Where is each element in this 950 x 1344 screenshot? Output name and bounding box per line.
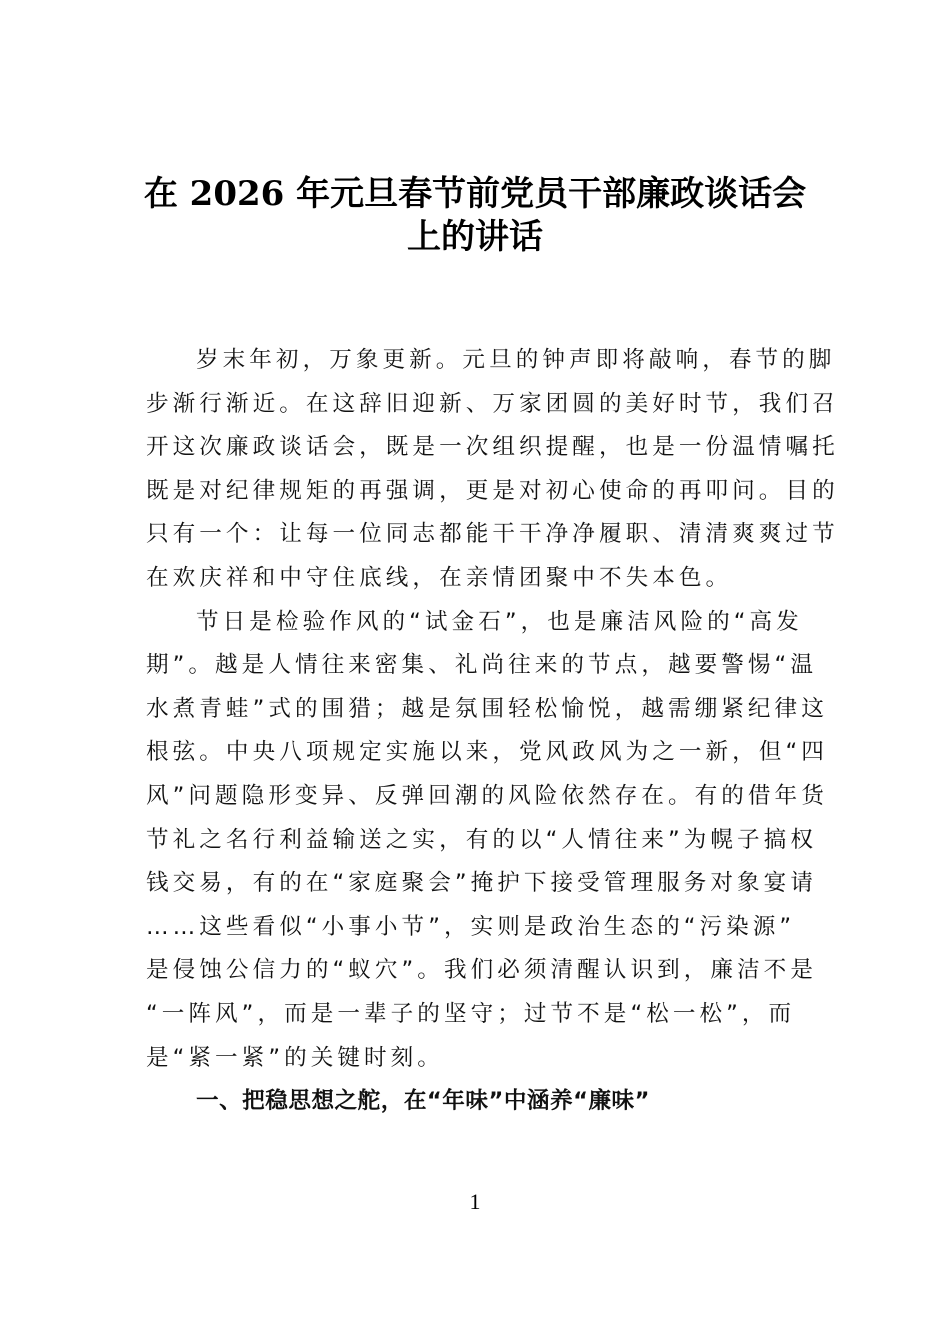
text-line: ……这些看似“小事小节”，实则是政治生态的“污染源” xyxy=(146,913,796,940)
text-line: 在欢庆祥和中守住底线，在亲情团聚中不失本色。 xyxy=(146,564,733,591)
page-number: 1 xyxy=(469,1189,481,1214)
document-title-line-2: 上的讲话 xyxy=(407,217,543,257)
text-line: 根弦。中央八项规定实施以来，党风政风为之一新，但“四 xyxy=(146,739,828,766)
text-line: 是侵蚀公信力的“蚁穴”。我们必须清醒认识到，廉洁不是 xyxy=(146,957,817,984)
text-line: 是“紧一紧”的关键时刻。 xyxy=(146,1044,444,1071)
document-body xyxy=(146,339,839,1124)
text-line: 钱交易，有的在“家庭聚会”掩护下接受管理服务对象宴请 xyxy=(146,870,817,897)
text-line: 水煮青蛙”式的围猎；越是氛围轻松愉悦，越需绷紧纪律这 xyxy=(146,695,828,722)
text-line: 只有一个：让每一位同志都能干干净净履职、清清爽爽过节 xyxy=(146,521,839,548)
paragraph-2 xyxy=(146,601,828,1081)
text-line: 风”问题隐形变异、反弹回潮的风险依然存在。有的借年货 xyxy=(146,782,828,809)
text-line: 节日是检验作风的“试金石”，也是廉洁风险的“高发 xyxy=(196,608,803,635)
text-line: 步渐行渐近。在这辞旧迎新、万家团圆的美好时节，我们召 xyxy=(146,390,839,417)
paragraph-1 xyxy=(146,339,839,601)
text-line: 开这次廉政谈话会，既是一次组织提醒，也是一份温情嘱托 xyxy=(146,434,839,461)
section-heading: 一、把稳思想之舵，在“年味”中涵养“廉味” xyxy=(196,1088,650,1115)
text-line: 期”。越是人情往来密集、礼尚往来的节点，越要警惕“温 xyxy=(146,652,817,679)
text-line: 节礼之名行利益输送之实，有的以“人情往来”为幌子搞权 xyxy=(146,826,817,853)
text-line: 岁末年初，万象更新。元旦的钟声即将敲响，春节的脚 xyxy=(196,347,836,373)
document-title-line-1: 在 2026 年元旦春节前党员干部廉政谈话会 xyxy=(143,174,807,214)
text-line: 既是对纪律规矩的再强调，更是对初心使命的再叩问。目的 xyxy=(146,477,839,504)
text-line: “一阵风”，而是一辈子的坚守；过节不是“松一松”，而 xyxy=(146,1000,796,1027)
